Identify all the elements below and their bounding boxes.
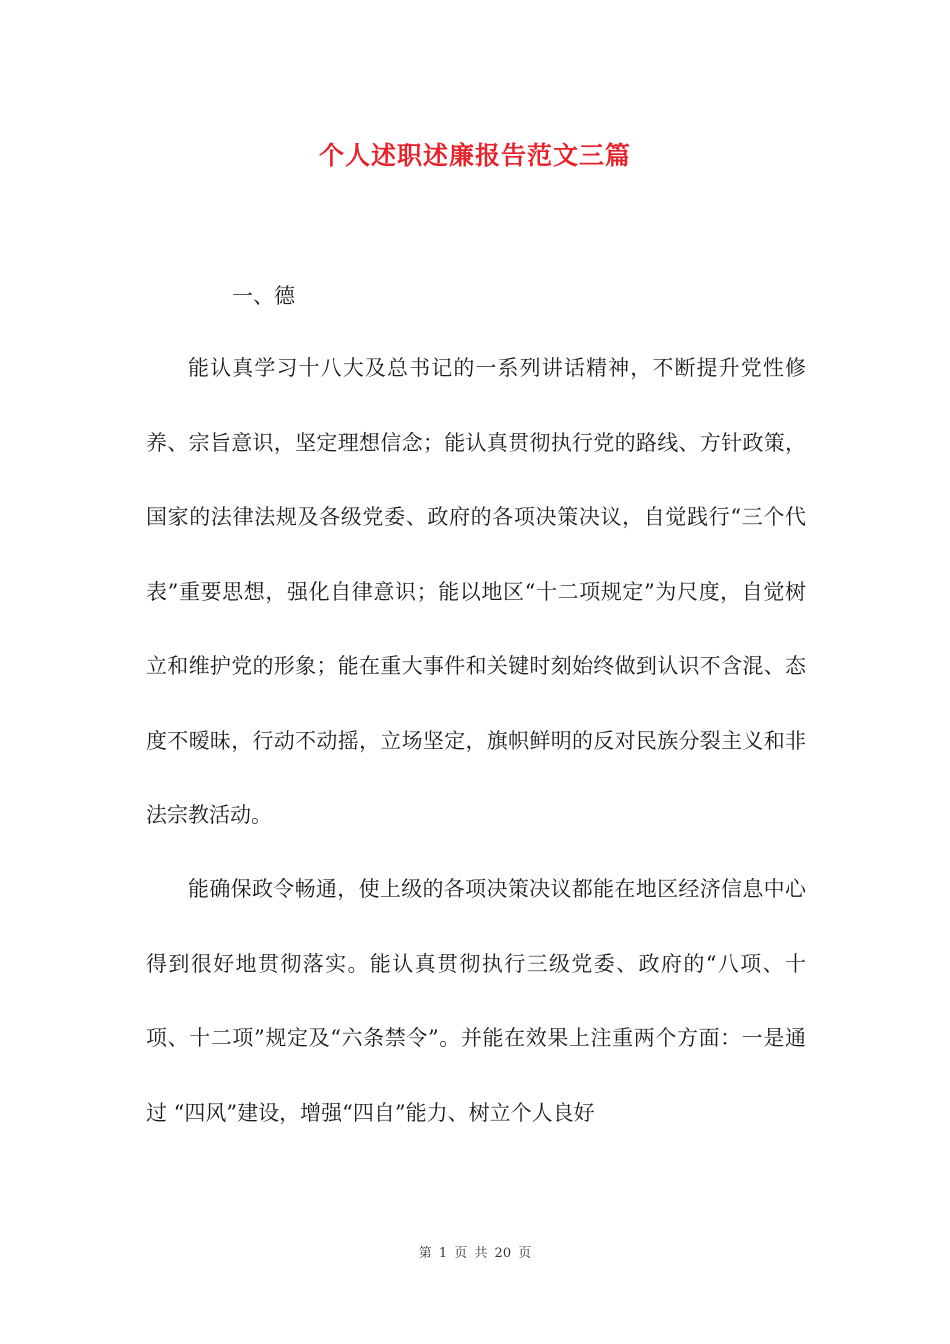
document-title: 个人述职述廉报告范文三篇: [318, 141, 631, 170]
section-heading: 一、德: [232, 284, 295, 308]
paragraph: 能确保政令畅通，使上级的各项决策决议都能在地区经济信息中心得到很好地贯彻落实。能认真贯彻执行三级党委、政府的“八项、十项、十二项”规定及“六条禁令”。并能在效果上注重两个方面：一是通过 “四风”建设，增强“四自”能力、树立个人良好: [146, 877, 806, 1125]
page-footer: 第 1 页 共 20 页: [418, 1246, 532, 1261]
paragraph: 能认真学习十八大及总书记的一系列讲话精神，不断提升党性修养、宗旨意识，坚定理想信念；能认真贯彻执行党的路线、方针政策，国家的法律法规及各级党委、政府的各项决策决议，自觉践行“三个代表”重要思想，强化自律意识；能以地区“十二项规定”为尺度，自觉树立和维护党的形象；能在重大事件和关键时刻始终做到认识不含混、态度不暧昧，行动不动摇，立场坚定，旗帜鲜明的反对民族分裂主义和非法宗教活动。: [146, 356, 806, 827]
